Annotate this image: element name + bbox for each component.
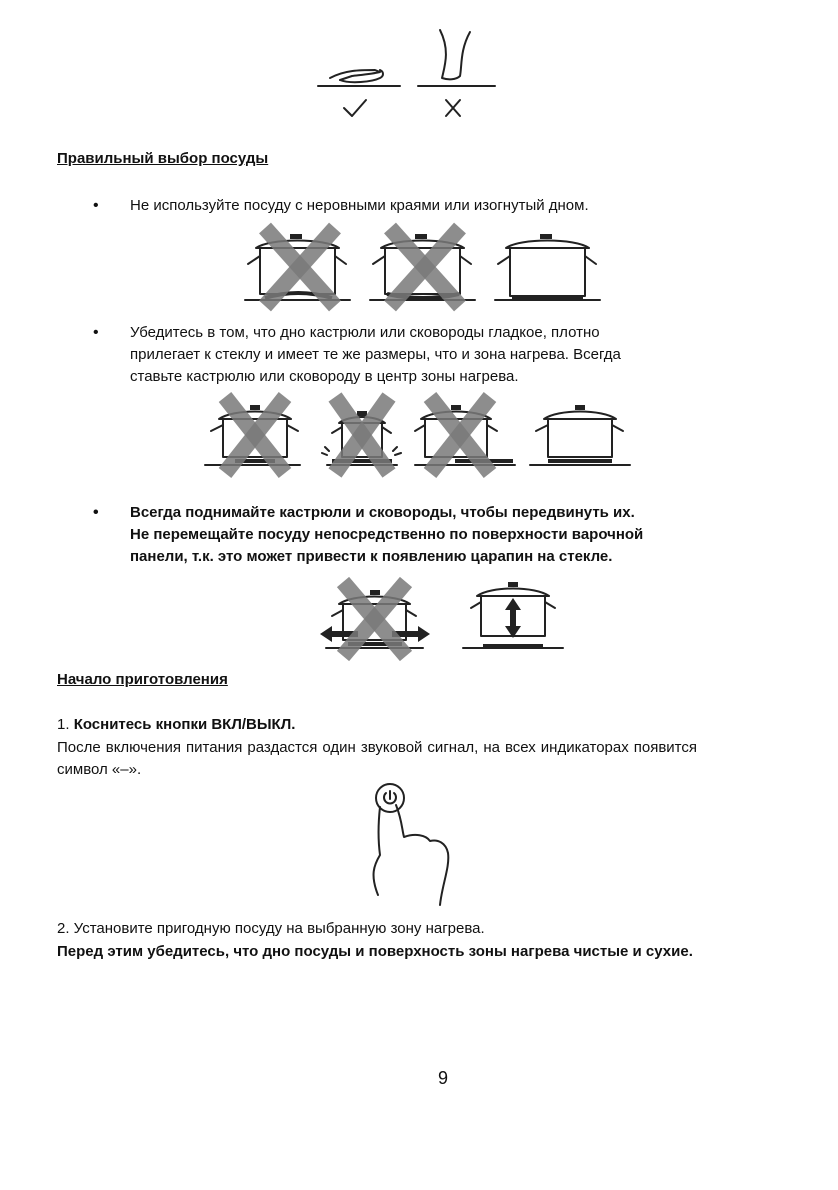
pot-icon (322, 397, 401, 473)
pot-icon (245, 228, 350, 306)
bullet-text (130, 502, 720, 568)
pot-icon (415, 397, 515, 473)
text-line: Всегда поднимайте кастрюли и сковороды, чтобы передвинуть их. (130, 504, 635, 521)
step-number: 1. (57, 716, 74, 733)
bullet-dot: • (93, 197, 99, 214)
touch-method-illustration (300, 20, 510, 130)
text-line: Убедитесь в том, что дно кастрюли или сковороды гладкое, плотно (130, 324, 600, 341)
power-button-touch-illustration (360, 775, 470, 915)
text-line: прилегает к стеклу и имеет те же размеры, что и зона нагрева. Всегда (130, 346, 621, 363)
step-2-text: 2. Установите пригодную посуду на выбранную зону нагрева. (57, 920, 485, 937)
step-1-text: После включения питания раздастся один звуковой сигнал, на всех индикаторах появится символ «–». (57, 739, 697, 778)
text-line: Не перемещайте посуду непосредственно по поверхности варочной (130, 526, 644, 543)
pot-icon (320, 582, 430, 656)
bullet-dot: • (93, 504, 99, 521)
bullet-text (130, 322, 710, 388)
flat-finger-icon (330, 70, 380, 80)
step-title: Коснитесь кнопки ВКЛ/ВЫКЛ. (73, 716, 296, 733)
pot-icon (530, 405, 630, 465)
check-mark-icon (344, 100, 366, 116)
cross-mark-icon (446, 100, 460, 116)
bullet-text: Не используйте посуду с неровными краями или изогнутый дном. (130, 197, 589, 214)
arrow-up-down-icon (505, 598, 521, 638)
fingertip-icon (440, 30, 470, 79)
text-line: панели, т.к. это может привести к появлению царапин на стекле. (130, 548, 613, 565)
step-1-title (57, 714, 295, 736)
hand-icon (374, 807, 380, 895)
pot-icon (370, 228, 475, 306)
section-heading-cookware: Правильный выбор посуды (57, 150, 269, 167)
section-heading-start-cooking: Начало приготовления (57, 671, 228, 688)
pot-icon (495, 234, 600, 300)
pot-icon (205, 397, 300, 473)
pots-bottom-shape-illustration (240, 228, 600, 308)
pot-icon (463, 582, 563, 648)
pot-moving-illustration (318, 578, 568, 658)
pots-size-position-illustration (205, 395, 635, 475)
bullet-dot: • (93, 324, 99, 341)
page-number: 9 (438, 1068, 449, 1088)
text-line: ставьте кастрюлю или сковороду в центр зоны нагрева. (130, 368, 519, 385)
step-2-warning: Перед этим убедитесь, что дно посуды и поверхность зоны нагрева чистые и сухие. (57, 943, 693, 960)
